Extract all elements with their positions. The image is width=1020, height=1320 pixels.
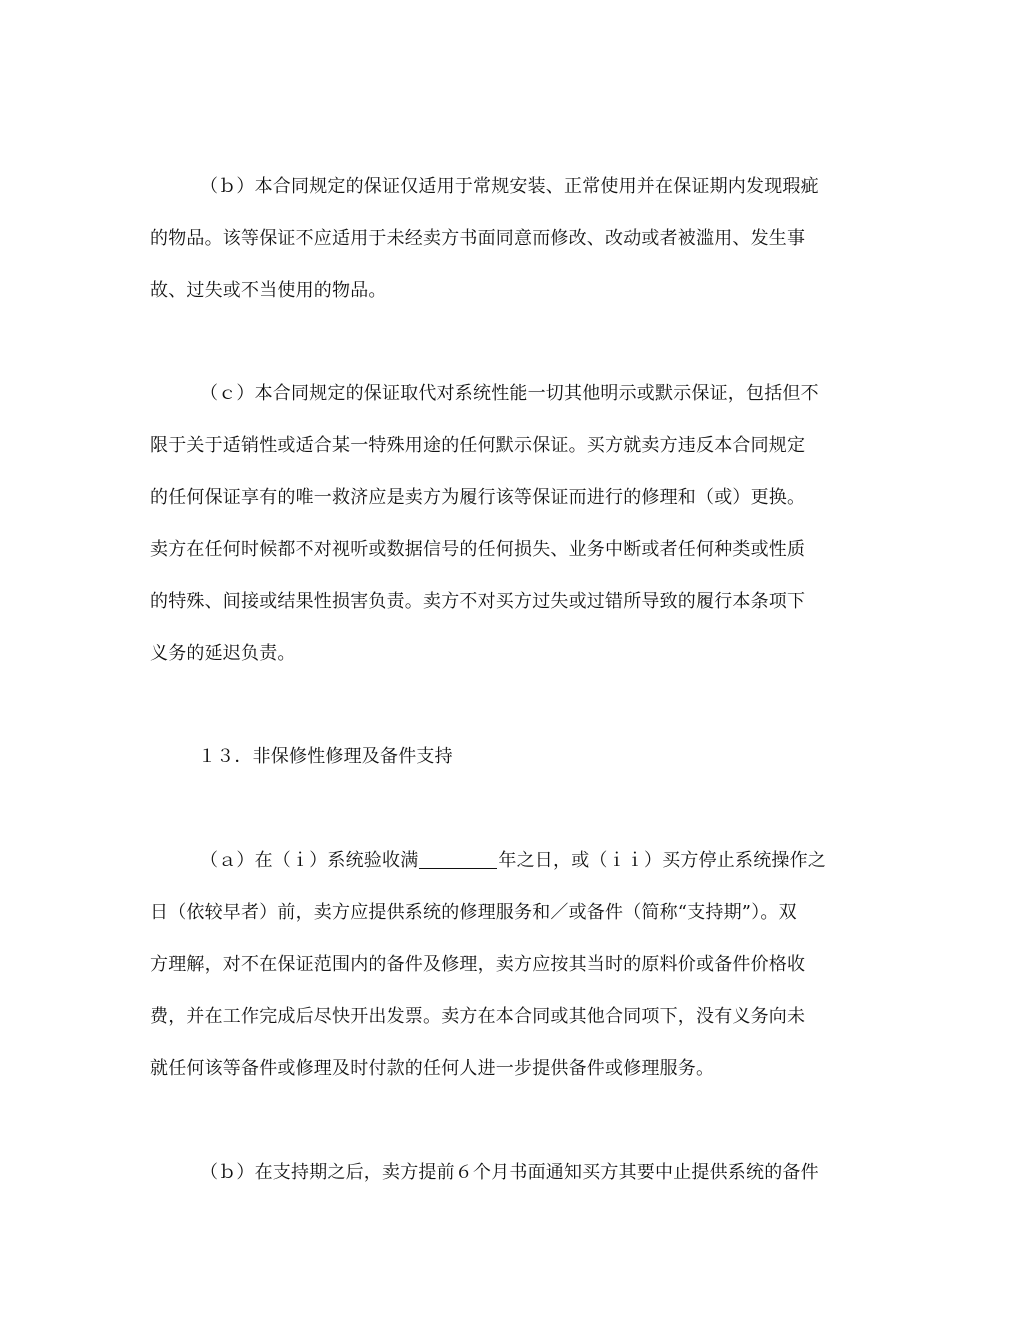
para-c-warranty-line-2: 限于关于适销性或适合某一特殊用途的任何默示保证。买方就卖方违反本合同规定 [150,435,806,456]
para-a-support-line-5: 就任何该等备件或修理及时付款的任何人进一步提供备件或修理服务。 [150,1058,715,1079]
para-a-support-line-3: 方理解，对不在保证范围内的备件及修理，卖方应按其当时的原料价或备件价格收 [150,954,806,975]
para-c-warranty-line-3: 的任何保证享有的唯一救济应是卖方为履行该等保证而进行的修理和（或）更换。 [150,487,806,508]
para-a-support-line-1-end: 年之日，或（ｉｉ）买方停止系统操作之 [498,850,827,871]
para-b-warranty-line-2: 的物品。该等保证不应适用于未经卖方书面同意而修改、改动或者被滥用、发生事 [150,228,806,249]
para-a-support-line-4: 费，并在工作完成后尽快开出发票。卖方在本合同或其他合同项下，没有义务向未 [150,1006,806,1027]
para-c-warranty-line-4: 卖方在任何时候都不对视听或数据信号的任何损失、业务中断或者任何种类或性质 [150,539,806,560]
para-b-warranty-line-3: 故、过失或不当使用的物品。 [150,280,387,301]
para-b-warranty-line-1: （ｂ）本合同规定的保证仅适用于常规安装、正常使用并在保证期内发现瑕疵 [200,176,819,197]
fill-in-blank [419,850,497,869]
section-13-heading: １３．非保修性修理及备件支持 [198,746,453,767]
para-b-support-line-1: （ｂ）在支持期之后，卖方提前６个月书面通知买方其要中止提供系统的备件 [200,1162,819,1183]
para-c-warranty-line-1: （ｃ）本合同规定的保证取代对系统性能一切其他明示或默示保证，包括但不 [200,383,819,404]
para-c-warranty-line-5: 的特殊、间接或结果性损害负责。卖方不对买方过失或过错所导致的履行本条项下 [150,591,806,612]
para-a-support-line-1 [200,850,826,872]
para-c-warranty-line-6: 义务的延迟负责。 [150,643,296,664]
para-a-support-line-1-start: （ａ）在（ｉ）系统验收满 [200,850,419,871]
para-a-support-line-2: 日（依较早者）前，卖方应提供系统的修理服务和／或备件（简称“支持期”）。双 [150,902,797,923]
